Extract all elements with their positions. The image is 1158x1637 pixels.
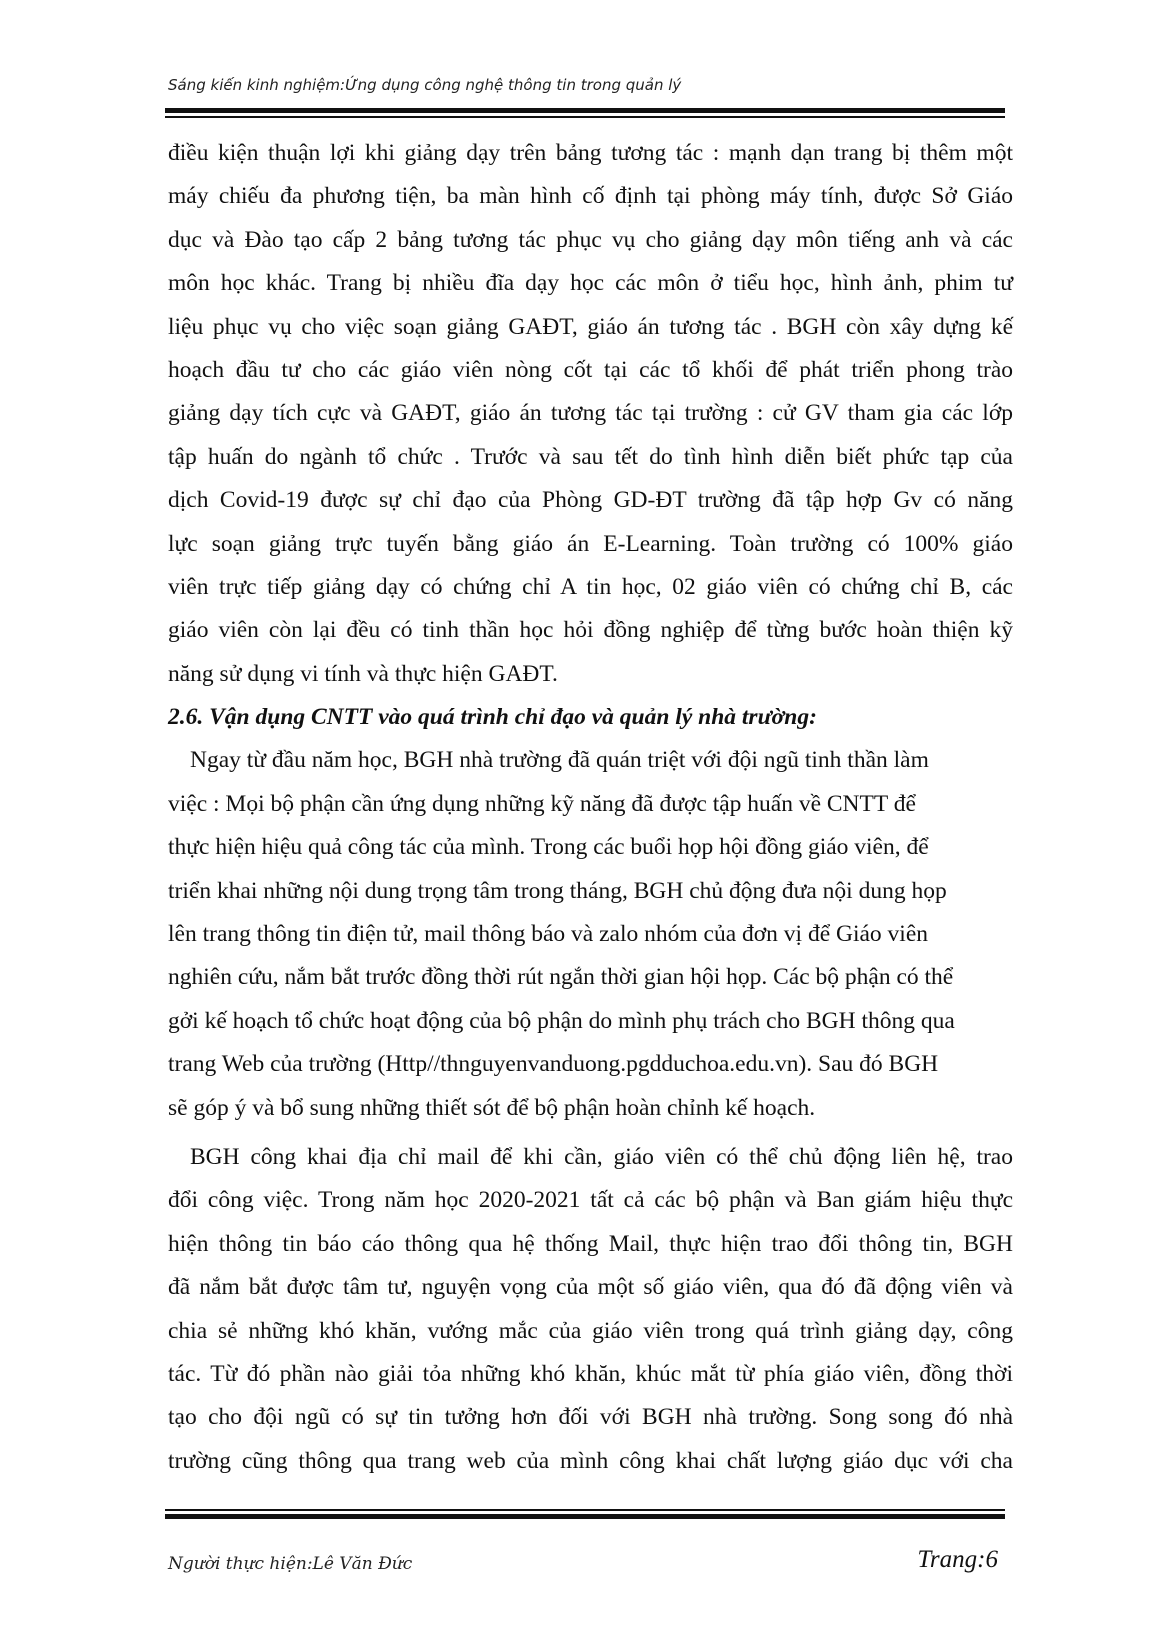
page-header-title: Sáng kiến kinh nghiệm:Ứng dụng công nghệ thông tin trong quản lý: [168, 76, 682, 94]
text-line: lên trang thông tin điện tử, mail thông báo và zalo nhóm của đơn vị để Giáo viên: [168, 921, 929, 948]
footer-rule-thin: [165, 1509, 1005, 1511]
text-line: tập huấn do ngành tổ chức . Trước và sau tết do tình hình diễn biết phức tạp của: [168, 443, 1013, 470]
section-heading: 2.6. Vận dụng CNTT vào quá trình chỉ đạo và quản lý nhà trường:: [168, 704, 817, 731]
text-line: giáo viên còn lại đều có tinh thần học hỏi đồng nghiệp để từng bước hoàn thiện kỹ: [168, 617, 1013, 644]
text-line: đổi công việc. Trong năm học 2020-2021 tất cả các bộ phận và Ban giám hiệu thực: [168, 1187, 1013, 1214]
text-line: dịch Covid-19 được sự chỉ đạo của Phòng GD-ĐT trường đã tập hợp Gv có năng: [168, 487, 1013, 514]
text-line: chia sẻ những khó khăn, vướng mắc của giáo viên trong quá trình giảng dạy, công: [168, 1317, 1013, 1344]
text-line: lực soạn giảng trực tuyến bằng giáo án E-Learning. Toàn trường có 100% giáo: [168, 530, 1013, 557]
text-line: nghiên cứu, nắm bắt trước đồng thời rút ngắn thời gian hội họp. Các bộ phận có thể: [168, 964, 954, 991]
text-line: BGH công khai địa chỉ mail để khi cần, giáo viên có thể chủ động liên hệ, trao: [190, 1143, 1013, 1170]
header-rule-thin: [165, 116, 1005, 118]
page-number-value: 6: [985, 1546, 998, 1573]
text-line: tác. Từ đó phần nào giải tỏa những khó khăn, khúc mắt từ phía giáo viên, đồng thời: [168, 1360, 1013, 1387]
text-line: điều kiện thuận lợi khi giảng dạy trên bảng tương tác : mạnh dạn trang bị thêm một: [168, 140, 1013, 166]
body-text: [168, 132, 1013, 1483]
text-line: năng sử dụng vi tính và thực hiện GAĐT.: [168, 660, 558, 687]
text-line: việc : Mọi bộ phận cần ứng dụng những kỹ năng đã được tập huấn về CNTT để: [168, 790, 916, 817]
footer-author: Người thực hiện:Lê Văn Đức: [168, 1554, 413, 1574]
text-line: gởi kế hoạch tổ chức hoạt động của bộ phận do mình phụ trách cho BGH thông qua: [168, 1007, 955, 1034]
text-line: Ngay từ đầu năm học, BGH nhà trường đã quán triệt với đội ngũ tinh thần làm: [190, 747, 929, 774]
text-line: dục và Đào tạo cấp 2 bảng tương tác phục vụ cho giảng dạy môn tiếng anh và các: [168, 226, 1013, 253]
paragraph-1: [168, 132, 1013, 696]
text-line: thực hiện hiệu quả công tác của mình. Trong các buổi họp hội đồng giáo viên, để: [168, 834, 929, 861]
text-line: trường cũng thông qua trang web của mình công khai chất lượng giáo dục với cha: [168, 1447, 1013, 1474]
paragraph-3: [168, 1136, 1013, 1483]
text-line: trang Web của trường (Http//thnguyenvanduong.pgdduchoa.edu.vn). Sau đó BGH: [168, 1051, 939, 1078]
text-line: giảng dạy tích cực và GAĐT, giáo án tương tác tại trường : cử GV tham gia các lớp: [168, 400, 1013, 427]
page-label: Trang: [917, 1546, 978, 1573]
paragraph-2: [168, 739, 1013, 1130]
text-line: môn học khác. Trang bị nhiều đĩa dạy học các môn ở tiểu học, hình ảnh, phim tư: [168, 270, 1013, 297]
footer-rule-thick: [165, 1514, 1005, 1519]
page-number: Trang:6: [917, 1546, 998, 1573]
text-line: triển khai những nội dung trọng tâm trong tháng, BGH chủ động đưa nội dung họp: [168, 877, 947, 904]
text-line: liệu phục vụ cho việc soạn giảng GAĐT, giáo án tương tác . BGH còn xây dựng kế: [168, 313, 1013, 340]
text-line: tạo cho đội ngũ có sự tin tưởng hơn đối với BGH nhà trường. Song song đó nhà: [168, 1404, 1013, 1431]
text-line: hiện thông tin báo cáo thông qua hệ thống Mail, thực hiện trao đổi thông tin, BGH: [168, 1230, 1013, 1257]
header-rule-thick: [165, 108, 1005, 113]
text-line: sẽ góp ý và bổ sung những thiết sót để bộ phận hoàn chỉnh kế hoạch.: [168, 1094, 816, 1121]
text-line: máy chiếu đa phương tiện, ba màn hình cố định tại phòng máy tính, được Sở Giáo: [168, 183, 1013, 210]
text-line: hoạch đầu tư cho các giáo viên nòng cốt tại các tổ khối để phát triển phong trào: [168, 356, 1013, 383]
text-line: viên trực tiếp giảng dạy có chứng chỉ A tin học, 02 giáo viên có chứng chỉ B, các: [168, 573, 1013, 600]
text-line: đã nắm bắt được tâm tư, nguyện vọng của một số giáo viên, qua đó đã động viên và: [168, 1274, 1013, 1301]
